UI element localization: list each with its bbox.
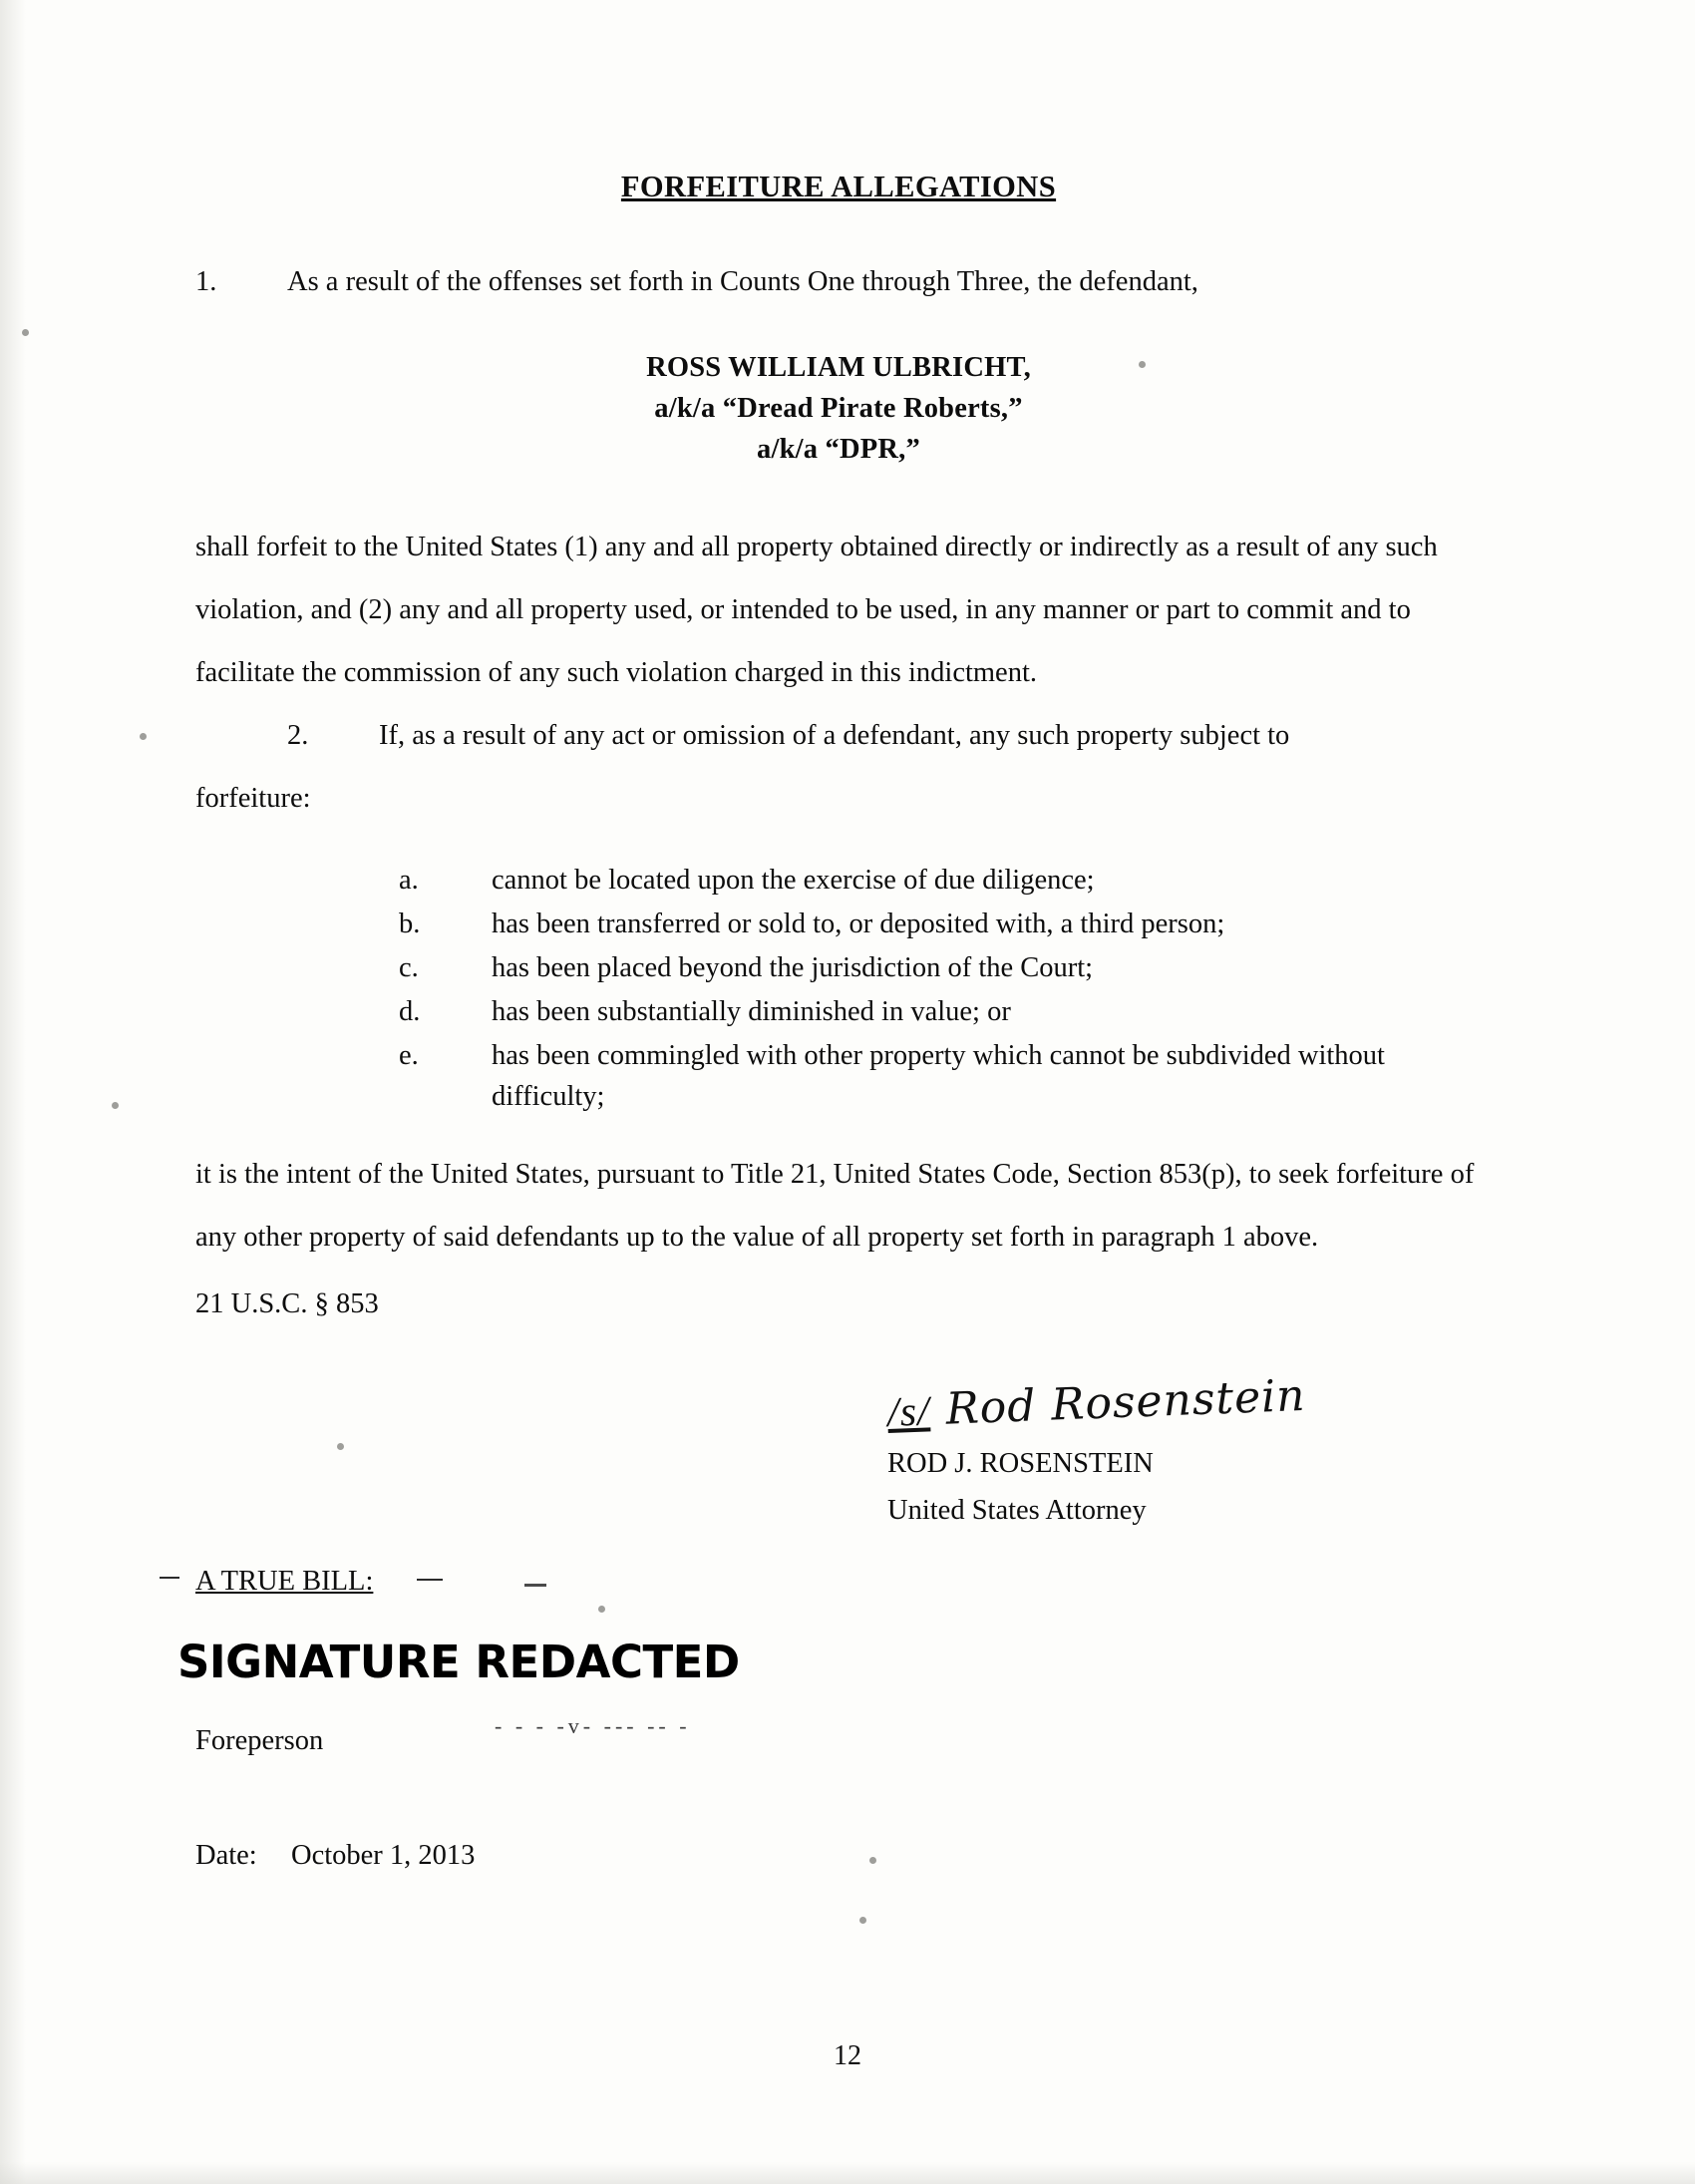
defendant-block	[195, 347, 1482, 470]
scan-speck	[859, 1917, 866, 1924]
list-item-text: has been substantially diminished in value; or	[492, 996, 1011, 1027]
signature-slash: /s/	[886, 1388, 931, 1436]
list-item-letter: c.	[399, 952, 419, 983]
list-item-letter: d.	[399, 996, 421, 1027]
defendant-name: ROSS WILLIAM ULBRICHT,	[646, 352, 1031, 383]
scan-speck	[140, 733, 147, 740]
scan-edge-left	[0, 0, 26, 2184]
list-item	[195, 904, 1482, 944]
page-number: 12	[834, 2040, 861, 2071]
scan-speck	[337, 1443, 344, 1450]
list-item	[195, 947, 1482, 988]
list-item-text: has been transferred or sold to, or deposited with, a third person;	[492, 909, 1225, 939]
list-item	[195, 991, 1482, 1032]
list-item-letter: e.	[399, 1040, 419, 1071]
document-body	[195, 170, 1482, 1320]
date-line	[195, 1840, 475, 1872]
paragraph-1	[195, 250, 1482, 313]
foreperson-scan-marks: - - - -v- --- -- -	[495, 1713, 691, 1738]
paragraph-2-number: 2.	[287, 720, 309, 751]
scan-speck	[22, 329, 29, 336]
list-item-text: has been placed beyond the jurisdiction of the Court;	[492, 952, 1094, 983]
paragraph-1-text: As a result of the offenses set forth in Counts One through Three, the defendant,	[287, 266, 1198, 297]
true-bill-line	[195, 1566, 373, 1598]
statute-citation: 21 U.S.C. § 853	[195, 1288, 379, 1319]
forfeiture-subitems	[195, 860, 1482, 1117]
list-item-text: has been commingled with other property which cannot be subdivided without difficulty;	[492, 1040, 1385, 1112]
list-item-text: cannot be located upon the exercise of due diligence;	[492, 865, 1095, 896]
body-paragraph-2: it is the intent of the United States, pursuant to Title 21, United States Code, Section 853(p), to seek forfeiture of any other property of said defendants up to the value of all property set forth in paragraph 1 above.	[195, 1159, 1475, 1253]
body-paragraph-1: shall forfeit to the United States (1) any and all property obtained directly or indirectly as a result of any such violation, and (2) any and all property used, or intended to be used, in any manner or part to commit and to facilitate the commission of any such violation charged in this indictment.	[195, 532, 1438, 688]
date-label: Date:	[195, 1840, 257, 1871]
paragraph-1-number: 1.	[195, 266, 217, 297]
signature-redacted-stamp: SIGNATURE REDACTED	[177, 1636, 740, 1688]
page-title: FORFEITURE ALLEGATIONS	[620, 170, 1057, 203]
signature-script: Rod Rosenstein	[944, 1369, 1307, 1435]
date-value: October 1, 2013	[291, 1840, 476, 1871]
list-item	[195, 1035, 1482, 1117]
list-item	[195, 860, 1482, 901]
list-item-letter: a.	[399, 865, 419, 896]
foreperson-line	[195, 1713, 691, 1757]
list-item-letter: b.	[399, 909, 421, 939]
defendant-alias-2: a/k/a “DPR,”	[757, 434, 920, 465]
attorney-title: United States Attorney	[887, 1495, 1147, 1526]
scan-mark-right	[417, 1579, 443, 1581]
attorney-name: ROD J. ROSENSTEIN	[887, 1448, 1154, 1479]
scan-edge-bottom	[0, 2162, 1695, 2184]
signature-block	[886, 1369, 1466, 1531]
paragraph-2	[195, 704, 1482, 767]
defendant-alias-1: a/k/a “Dread Pirate Roberts,”	[654, 393, 1023, 424]
scan-speck	[112, 1102, 119, 1109]
scan-speck	[869, 1857, 876, 1864]
foreperson-label: Foreperson	[195, 1725, 324, 1756]
forfeiture-lead: forfeiture:	[195, 783, 311, 814]
scan-speck	[598, 1606, 605, 1613]
true-bill-label: A TRUE BILL:	[195, 1566, 374, 1597]
scan-mark-left	[160, 1577, 179, 1579]
paragraph-2-text: If, as a result of any act or omission of a defendant, any such property subject to	[379, 720, 1290, 751]
scan-mark-far-right	[524, 1584, 546, 1587]
attorney-signature	[886, 1364, 1467, 1437]
